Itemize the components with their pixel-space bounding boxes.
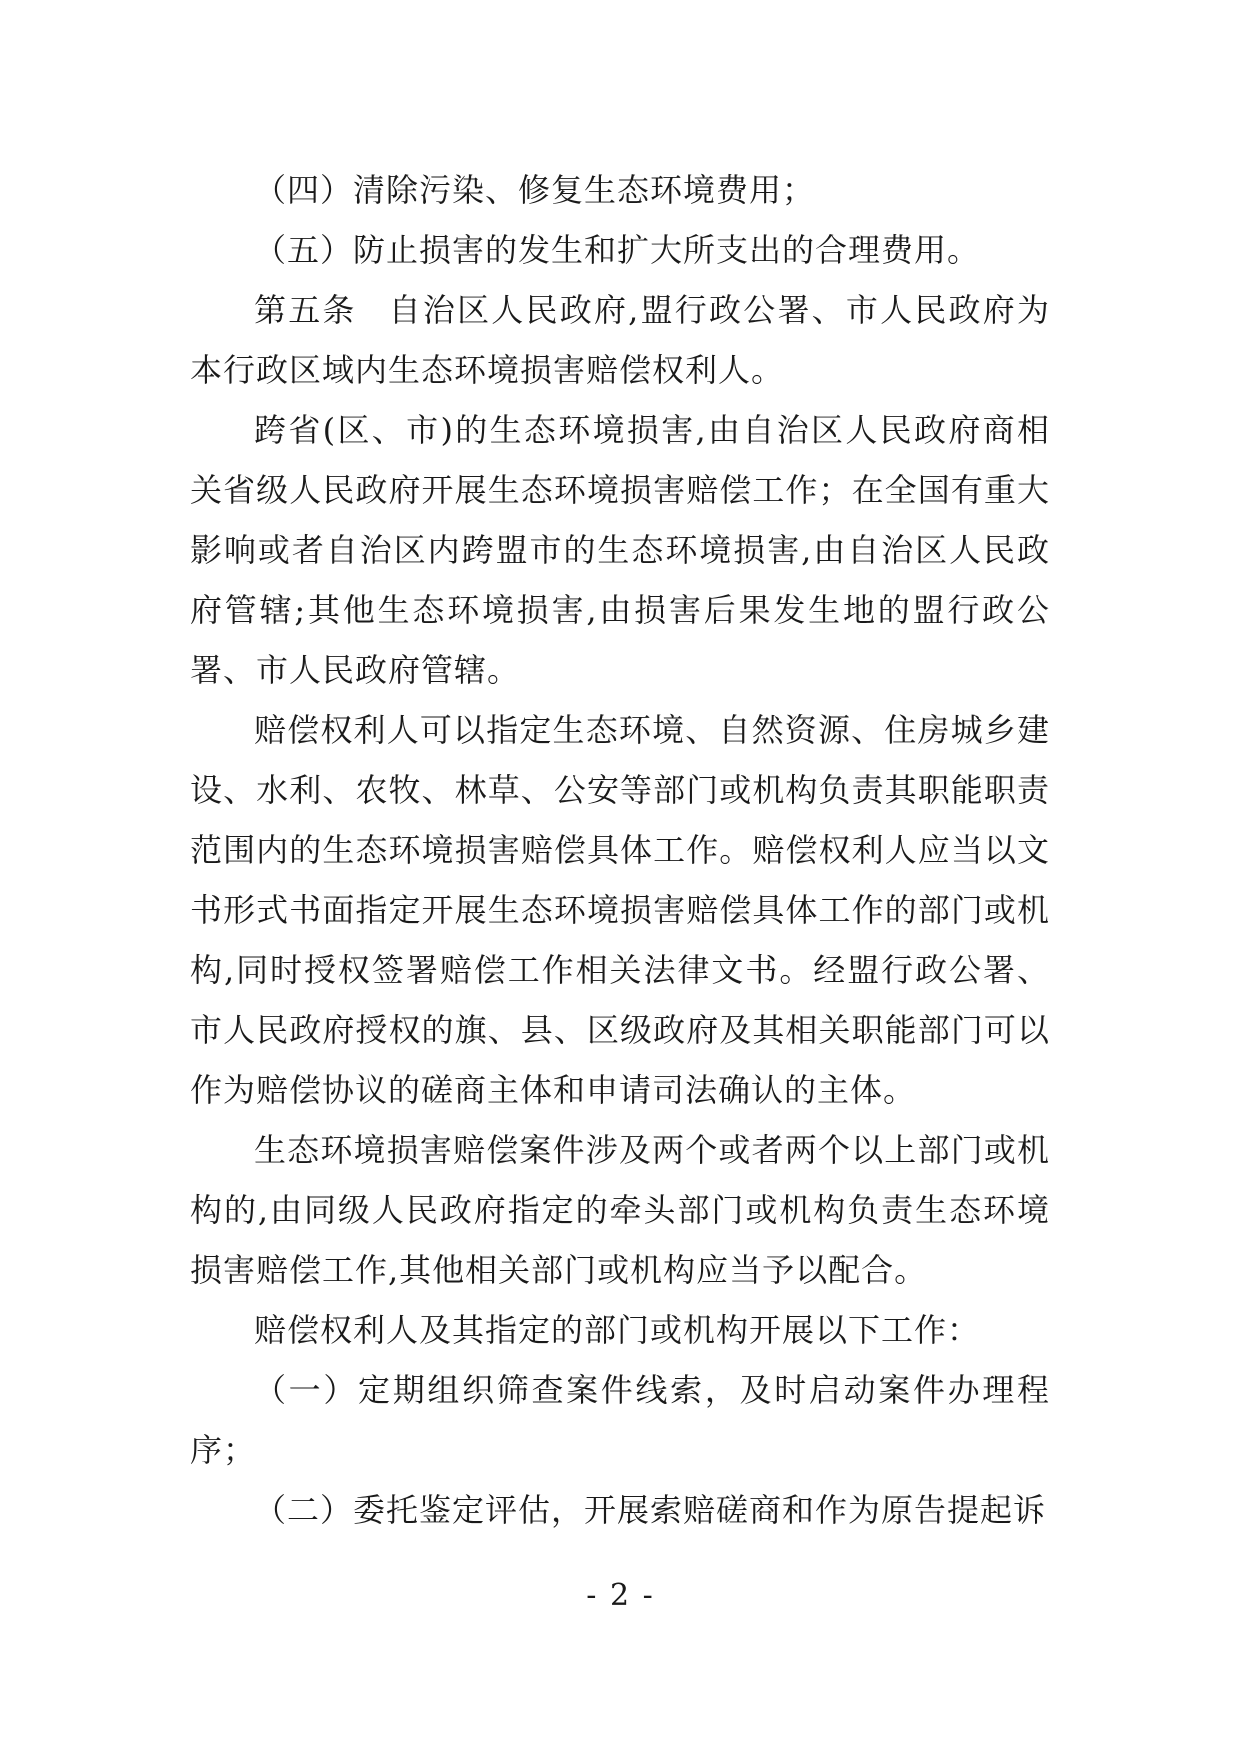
paragraph-text: 自治区人民政府,盟行政公署、市人民政府为本行政区域内生态环境损害赔偿权利人。 bbox=[190, 291, 1050, 389]
paragraph-text: 赔偿权利人可以指定生态环境、自然资源、住房城乡建设、水利、农牧、林草、公安等部门或机构负责其职能职责范围内的生态环境损害赔偿具体工作。赔偿权利人应当以文书形式书面指定开展生态环境损害赔偿具体工作的部门或机构,同时授权签署赔偿工作相关法律文书。经盟行政公署、市人民政府授权的旗、县、区级政府及其相关职能部门可以作为赔偿协议的磋商主体和申请司法确认的主体。 bbox=[190, 711, 1050, 1109]
document-body bbox=[190, 160, 1050, 1540]
article-number: 第五条 bbox=[254, 291, 357, 329]
paragraph-text: 跨省(区、市)的生态环境损害,由自治区人民政府商相关省级人民政府开展生态环境损害赔偿工作；在全国有重大影响或者自治区内跨盟市的生态环境损害,由自治区人民政府管辖;其他生态环境损害,由损害后果发生地的盟行政公署、市人民政府管辖。 bbox=[190, 411, 1050, 689]
page-number: - 2 - bbox=[586, 1578, 655, 1613]
paragraph-text: （五）防止损害的发生和扩大所支出的合理费用。 bbox=[254, 231, 981, 269]
paragraph-jurisdiction bbox=[190, 400, 1050, 700]
paragraph-item-4 bbox=[190, 160, 1050, 220]
paragraph-lead-department bbox=[190, 1120, 1050, 1300]
paragraph-text: （二）委托鉴定评估，开展索赔磋商和作为原告提起诉 bbox=[254, 1491, 1047, 1529]
paragraph-text: 生态环境损害赔偿案件涉及两个或者两个以上部门或机构的,由同级人民政府指定的牵头部门或机构负责生态环境损害赔偿工作,其他相关部门或机构应当予以配合。 bbox=[190, 1131, 1050, 1289]
paragraph-duties-intro bbox=[190, 1300, 1050, 1360]
paragraph-duty-2 bbox=[190, 1480, 1050, 1540]
article-5-paragraph bbox=[190, 280, 1050, 400]
paragraph-text: 赔偿权利人及其指定的部门或机构开展以下工作： bbox=[254, 1311, 981, 1349]
paragraph-duty-1 bbox=[190, 1360, 1050, 1480]
paragraph-text: （一）定期组织筛查案件线索，及时启动案件办理程序； bbox=[190, 1371, 1050, 1469]
paragraph-text: （四）清除污染、修复生态环境费用； bbox=[254, 171, 816, 209]
paragraph-item-5 bbox=[190, 220, 1050, 280]
paragraph-designation bbox=[190, 700, 1050, 1120]
